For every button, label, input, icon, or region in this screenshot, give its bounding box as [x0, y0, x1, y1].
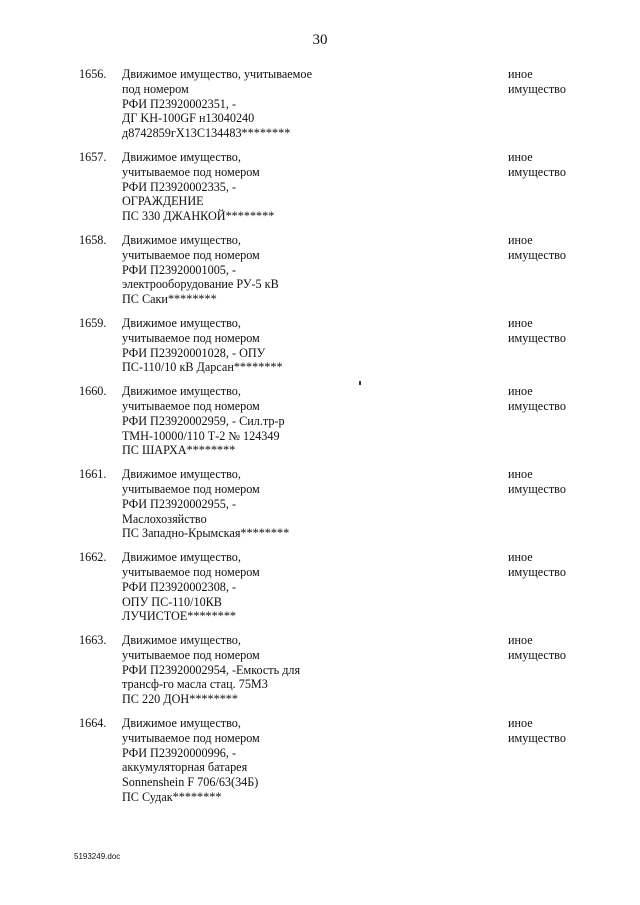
category-line: иное	[508, 315, 533, 330]
list-item	[0, 716, 640, 805]
description-line: учитываемое под номером	[122, 398, 260, 413]
category-line: имущество	[508, 81, 566, 96]
description-line: ПС 220 ДОН********	[122, 692, 238, 707]
entry-number: 1664.	[79, 716, 107, 731]
description-line: Движимое имущество,	[122, 633, 241, 648]
category-line: иное	[508, 67, 533, 81]
scan-speck	[359, 381, 361, 385]
entry-category	[508, 67, 566, 97]
description-line: Движимое имущество,	[122, 149, 241, 164]
entry-category	[508, 550, 566, 580]
entry-description	[122, 233, 432, 307]
description-line: ДГ KH-100GF н13040240	[122, 111, 255, 126]
category-line: иное	[508, 550, 533, 565]
description-line: учитываемое под номером	[122, 481, 260, 496]
description-line: Движимое имущество,	[122, 467, 241, 482]
description-line: РФИ П23920002335, -	[122, 179, 237, 194]
description-line: ЛУЧИСТОЕ********	[122, 609, 237, 624]
description-line: Sonnenshein F 706/63(34Б)	[122, 775, 259, 790]
description-line: аккумуляторная батарея	[122, 760, 248, 775]
page-number: 30	[312, 32, 328, 48]
description-line: Движимое имущество, учитываемое	[122, 67, 313, 81]
entry-number: 1660.	[79, 384, 107, 399]
description-line: Движимое имущество,	[122, 315, 241, 330]
description-line: РФИ П23920002959, - Сил.тр-р	[122, 413, 285, 428]
description-line: учитываемое под номером	[122, 330, 260, 345]
entry-description	[122, 633, 432, 707]
category-line: имущество	[508, 247, 566, 262]
description-line: ТМН-10000/110 Т-2 № 124349	[122, 428, 280, 443]
description-line: Движимое имущество,	[122, 716, 241, 731]
entry-category	[508, 150, 566, 180]
entry-number: 1663.	[79, 633, 107, 648]
description-line: Маслохозяйство	[122, 511, 207, 526]
entry-category	[508, 716, 566, 746]
entry-description	[122, 316, 432, 375]
description-line: ПС-110/10 кВ Дарсан********	[122, 360, 283, 375]
description-line: ПС 330 ДЖАНКОЙ********	[122, 209, 275, 224]
entry-description	[122, 150, 432, 224]
description-line: РФИ П23920002351, -	[122, 96, 237, 111]
description-line: РФИ П23920001028, - ОПУ	[122, 345, 266, 360]
description-line: Движимое имущество,	[122, 550, 241, 565]
list-item	[0, 467, 640, 541]
entry-description	[122, 67, 432, 141]
entry-description	[122, 550, 432, 624]
description-line: РФИ П23920001005, -	[122, 262, 237, 277]
description-line: ПС ШАРХА********	[122, 443, 236, 458]
entry-category	[508, 384, 566, 414]
category-line: иное	[508, 232, 533, 247]
description-line: учитываемое под номером	[122, 247, 260, 262]
list-item	[0, 633, 640, 707]
property-list	[0, 67, 640, 814]
list-item	[0, 316, 640, 375]
description-line: учитываемое под номером	[122, 564, 260, 579]
description-line: учитываемое под номером	[122, 164, 260, 179]
entry-description	[122, 716, 432, 805]
entry-category	[508, 467, 566, 497]
category-line: иное	[508, 633, 533, 648]
list-item	[0, 384, 640, 458]
category-line: имущество	[508, 730, 566, 745]
category-line: имущество	[508, 481, 566, 496]
category-line: иное	[508, 384, 533, 399]
description-line: учитываемое под номером	[122, 730, 260, 745]
description-line: РФИ П23920000996, -	[122, 745, 237, 760]
entry-description	[122, 384, 432, 458]
entry-number: 1656.	[79, 67, 107, 81]
entry-number: 1662.	[79, 550, 107, 565]
entry-category	[508, 233, 566, 263]
entry-number: 1658.	[79, 232, 107, 247]
description-line: д8742859гX13C134483********	[122, 126, 291, 141]
category-line: иное	[508, 149, 533, 164]
entry-category	[508, 633, 566, 663]
footer-filename: 5193249.doc	[74, 852, 121, 861]
description-line: РФИ П23920002954, -Емкость для	[122, 662, 301, 677]
description-line: трансф-го масла стац. 75М3	[122, 677, 268, 692]
list-item	[0, 150, 640, 224]
description-line: ПС Судак********	[122, 790, 222, 805]
category-line: имущество	[508, 564, 566, 579]
category-line: имущество	[508, 164, 566, 179]
category-line: имущество	[508, 330, 566, 345]
list-item	[0, 550, 640, 624]
list-item	[0, 233, 640, 307]
description-line: под номером	[122, 81, 189, 96]
entry-number: 1661.	[79, 467, 107, 482]
entry-number: 1657.	[79, 149, 107, 164]
list-item	[0, 67, 640, 141]
description-line: ПС Саки********	[122, 292, 217, 307]
description-line: ОГРАЖДЕНИЕ	[122, 194, 204, 209]
description-line: Движимое имущество,	[122, 232, 241, 247]
description-line: ОПУ ПС-110/10КВ	[122, 594, 222, 609]
entry-description	[122, 467, 432, 541]
description-line: ПС Западно-Крымская********	[122, 526, 290, 541]
description-line: РФИ П23920002308, -	[122, 579, 237, 594]
entry-number: 1659.	[79, 315, 107, 330]
description-line: учитываемое под номером	[122, 647, 260, 662]
category-line: иное	[508, 467, 533, 482]
category-line: иное	[508, 716, 533, 731]
description-line: Движимое имущество,	[122, 384, 241, 399]
category-line: имущество	[508, 398, 566, 413]
category-line: имущество	[508, 647, 566, 662]
description-line: РФИ П23920002955, -	[122, 496, 237, 511]
entry-category	[508, 316, 566, 346]
description-line: электрооборудование РУ-5 кВ	[122, 277, 279, 292]
